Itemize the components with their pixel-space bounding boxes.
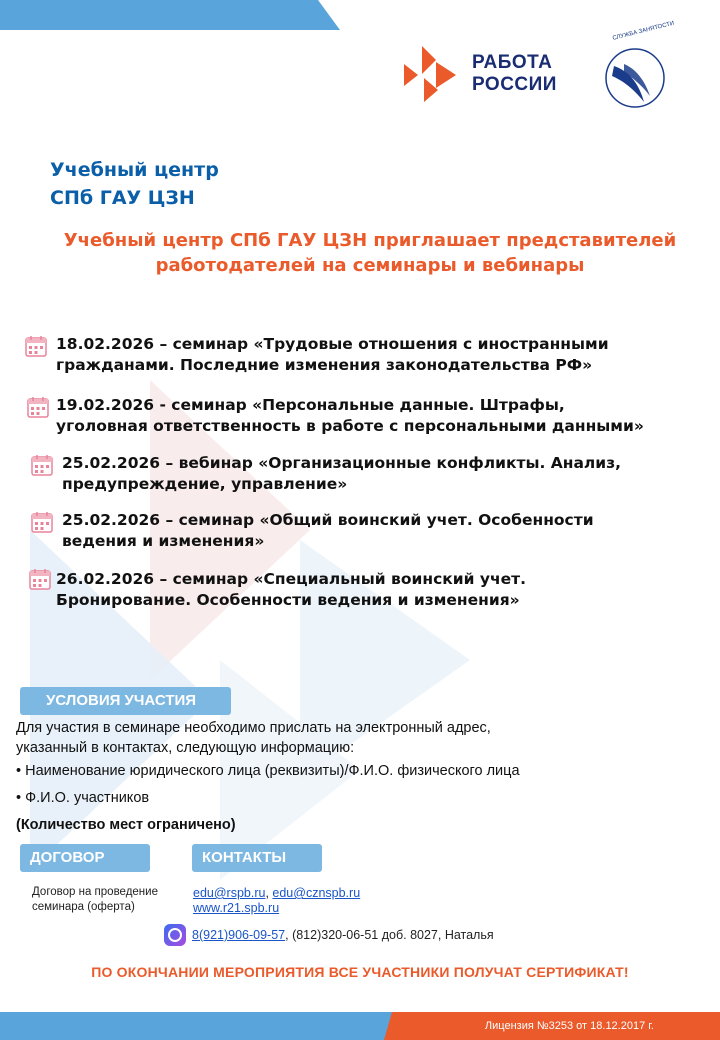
- sluzhba-zanyatosti-logo-icon: [604, 46, 666, 110]
- calendar-icon: [30, 510, 54, 534]
- conditions-intro-line-2: указанный в контактах, следующую информацию:: [16, 740, 355, 756]
- invitation-line-2: работодателей на семинары и вебинары: [155, 255, 585, 276]
- contract-line-1: Договор на проведение: [32, 886, 158, 898]
- conditions-bullet-1: • Наименование юридического лица (реквизиты)/Ф.И.О. физического лица: [16, 763, 520, 779]
- invitation-line-1: Учебный центр СПб ГАУ ЦЗН приглашает представителей: [63, 230, 677, 251]
- event-line-1: 25.02.2026 – вебинар «Организационные конфликты. Анализ,: [62, 454, 622, 472]
- calendar-icon: [26, 395, 50, 419]
- conditions-intro: [16, 718, 491, 758]
- event-item: [0, 332, 720, 382]
- sluzhba-logo-text: СЛУЖБА ЗАНЯТОСТИ: [612, 20, 675, 42]
- title-line-2: СПб ГАУ ЦЗН: [50, 187, 195, 209]
- license-text: Лицензия №3253 от 18.12.2017 г.: [484, 1020, 654, 1032]
- logo-line-2: РОССИИ: [472, 74, 557, 95]
- event-line-1: 25.02.2026 – семинар «Общий воинский учет. Особенности: [62, 511, 594, 529]
- contacts-phones: [192, 928, 494, 943]
- email-separator: ,: [265, 886, 273, 900]
- email-link-1[interactable]: edu@rspb.ru: [193, 886, 266, 900]
- event-line-1: 19.02.2026 - семинар «Персональные данные. Штрафы,: [56, 396, 565, 414]
- conditions-bullet-2: • Ф.И.О. участников: [16, 790, 150, 806]
- event-line-2: уголовная ответственность в работе с персональными данными»: [56, 417, 644, 435]
- calendar-icon: [24, 334, 48, 358]
- certificate-notice: ПО ОКОНЧАНИИ МЕРОПРИЯТИЯ ВСЕ УЧАСТНИКИ ПОЛУЧАТ СЕРТИФИКАТ!: [91, 964, 629, 980]
- event-line-2: ведения и изменения»: [62, 532, 265, 550]
- calendar-icon: [30, 453, 54, 477]
- phone-link[interactable]: 8(921)906-09-57: [192, 928, 286, 942]
- event-line-2: предупреждение, управление»: [62, 475, 348, 493]
- title-line-1: Учебный центр: [50, 159, 219, 181]
- contacts-site: [193, 901, 279, 916]
- event-line-1: 26.02.2026 – семинар «Специальный воинский учет.: [56, 570, 527, 588]
- invitation-heading: [30, 228, 710, 278]
- event-item: [0, 567, 720, 617]
- event-line-1: 18.02.2026 – семинар «Трудовые отношения с иностранными: [56, 335, 609, 353]
- phone-details: , (812)320-06-51 доб. 8027, Наталья: [285, 928, 494, 942]
- page-title: [50, 156, 219, 212]
- conditions-intro-line-1: Для участия в семинаре необходимо прислать на электронный адрес,: [16, 720, 491, 736]
- conditions-tab: УСЛОВИЯ УЧАСТИЯ: [20, 687, 231, 715]
- event-item: [0, 393, 720, 443]
- rabota-rossii-logo-text: [472, 52, 557, 96]
- contract-tab: ДОГОВОР: [20, 844, 150, 872]
- website-link[interactable]: www.r21.spb.ru: [193, 901, 280, 915]
- messenger-icon: [164, 924, 186, 946]
- event-item: [0, 508, 720, 558]
- email-link-2[interactable]: edu@cznspb.ru: [272, 886, 361, 900]
- calendar-icon: [28, 567, 52, 591]
- event-line-2: гражданами. Последние изменения законодательства РФ»: [56, 356, 593, 374]
- contract-description: [32, 885, 158, 915]
- logo-line-1: РАБОТА: [472, 52, 553, 73]
- event-line-2: Бронирование. Особенности ведения и изменения»: [56, 591, 520, 609]
- limited-seats-note: (Количество мест ограничено): [16, 817, 236, 833]
- contacts-emails: [193, 886, 360, 901]
- contacts-tab: КОНТАКТЫ: [192, 844, 322, 872]
- event-item: [0, 451, 720, 501]
- contract-line-2: семинара (оферта): [32, 901, 135, 913]
